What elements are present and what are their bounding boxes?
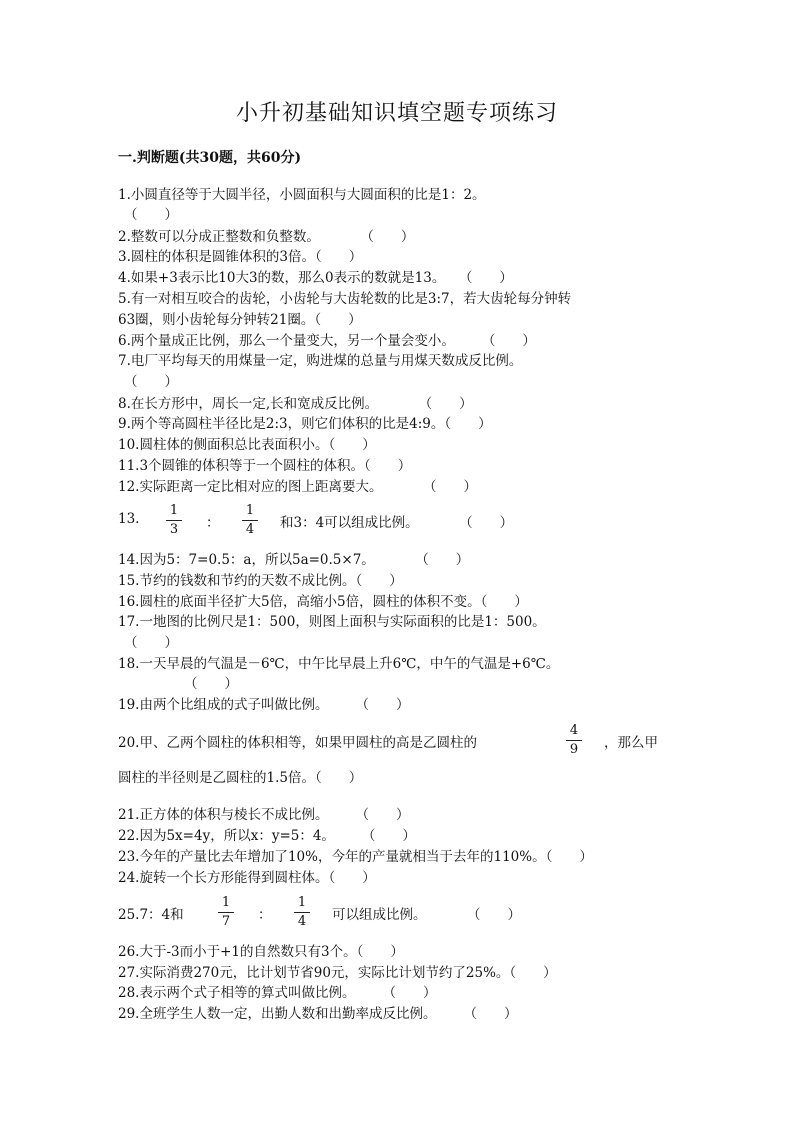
question-14: 14.因为5：7=0.5：a，所以5a=0.5×7。 （ ） [118, 552, 470, 568]
question-24: 24.旋转一个长方形能得到圆柱体。（ ） [118, 870, 376, 886]
question-20-text-c: 圆柱的半径则是乙圆柱的1.5倍。（ ） [118, 770, 363, 786]
question-5-line-2: 63圈，则小齿轮每分钟转21圈。（ ） [118, 312, 362, 328]
question-1: 1.小圆直径等于大圆半径，小圆面积与大圆面积的比是1：2。 [118, 187, 486, 203]
question-2: 2.整数可以分成正整数和负整数。 （ ） [118, 229, 415, 245]
question-18: 18.一天早晨的气温是－6℃，中午比早晨上升6℃，中午的气温是+6℃。 [118, 656, 560, 672]
section-heading: 一.判断题(共30题，共60分) [118, 150, 302, 166]
question-13-number: 13. [118, 511, 140, 527]
question-17-answer: （ ） [124, 635, 178, 651]
fraction-denominator: 9 [569, 742, 579, 757]
question-10: 10.圆柱体的侧面积总比表面积小。（ ） [118, 437, 376, 453]
question-29: 29.全班学生人数一定，出勤人数和出勤率成反比例。 （ ） [118, 1006, 518, 1022]
question-7-answer: （ ） [124, 374, 178, 390]
question-25-text-b: 可以组成比例。 （ ） [332, 907, 521, 923]
question-25-fraction-2 [294, 895, 310, 930]
question-23: 23.今年的产量比去年增加了10%，今年的产量就相当于去年的110%。（ ） [118, 849, 593, 865]
fraction-denominator: 7 [221, 914, 231, 929]
question-25-text-a: 25.7：4和 [118, 907, 184, 923]
question-12: 12.实际距离一定比相对应的图上距离要大。 （ ） [118, 479, 477, 495]
question-13-text: 和3：4可以组成比例。 （ ） [280, 515, 514, 531]
question-6: 6.两个量成正比例，那么一个量变大，另一个量会变小。 （ ） [118, 333, 536, 349]
question-16: 16.圆柱的底面半径扩大5倍，高缩小5倍，圆柱的体积不变。（ ） [118, 594, 528, 610]
question-20-text-b: ，那么甲 [604, 735, 658, 751]
question-22: 22.因为5x=4y，所以x：y=5：4。 （ ） [118, 828, 416, 844]
question-3: 3.圆柱的体积是圆锥体积的3倍。（ ） [118, 249, 363, 265]
fraction-numerator: 4 [566, 723, 582, 741]
fraction-numerator: 1 [242, 503, 258, 521]
fraction-denominator: 3 [169, 522, 179, 537]
question-27: 27.实际消费270元，比计划节省90元，实际比计划节约了25%。（ ） [118, 965, 557, 981]
question-1-answer: （ ） [124, 207, 178, 223]
fraction-numerator: 1 [218, 895, 234, 913]
question-13-fraction-1 [166, 503, 182, 538]
question-19: 19.由两个比组成的式子叫做比例。 （ ） [118, 697, 410, 713]
question-15: 15.节约的钱数和节约的天数不成比例。（ ） [118, 573, 403, 589]
fraction-denominator: 4 [245, 522, 255, 537]
fraction-numerator: 1 [166, 503, 182, 521]
question-26: 26.大于-3而小于+1的自然数只有3个。（ ） [118, 944, 404, 960]
question-7: 7.电厂平均每天的用煤量一定，购进煤的总量与用煤天数成反比例。 [118, 353, 523, 369]
question-13-fraction-2 [242, 503, 258, 538]
question-5-line-1: 5.有一对相互咬合的齿轮，小齿轮与大齿轮数的比是3:7，若大齿轮每分钟转 [118, 291, 572, 307]
question-8: 8.在长方形中，周长一定,长和宽成反比例。 （ ） [118, 396, 473, 412]
question-20-text-a: 20.甲、乙两个圆柱的体积相等，如果甲圆柱的高是乙圆柱的 [118, 735, 477, 751]
page-title: 小升初基础知识填空题专项练习 [235, 101, 558, 126]
fraction-numerator: 1 [294, 895, 310, 913]
fraction-denominator: 4 [297, 914, 307, 929]
question-4: 4.如果+3表示比10大3的数，那么0表示的数就是13。 （ ） [118, 270, 513, 286]
question-13-colon: ： [206, 515, 220, 531]
question-20-fraction [566, 723, 582, 758]
question-17: 17.一地图的比例尺是1：500，则图上面积与实际面积的比是1：500。 [118, 614, 546, 630]
question-25-fraction-1 [218, 895, 234, 930]
question-28: 28.表示两个式子相等的算式叫做比例。 （ ） [118, 985, 437, 1001]
question-18-answer: （ ） [184, 676, 238, 692]
question-25-colon: ： [258, 907, 272, 923]
question-21: 21.正方体的体积与棱长不成比例。 （ ） [118, 807, 410, 823]
question-9: 9.两个等高圆柱半径比是2:3，则它们体积的比是4:9。（ ） [118, 416, 492, 432]
question-11: 11.3个圆锥的体积等于一个圆柱的体积。（ ） [118, 458, 412, 474]
